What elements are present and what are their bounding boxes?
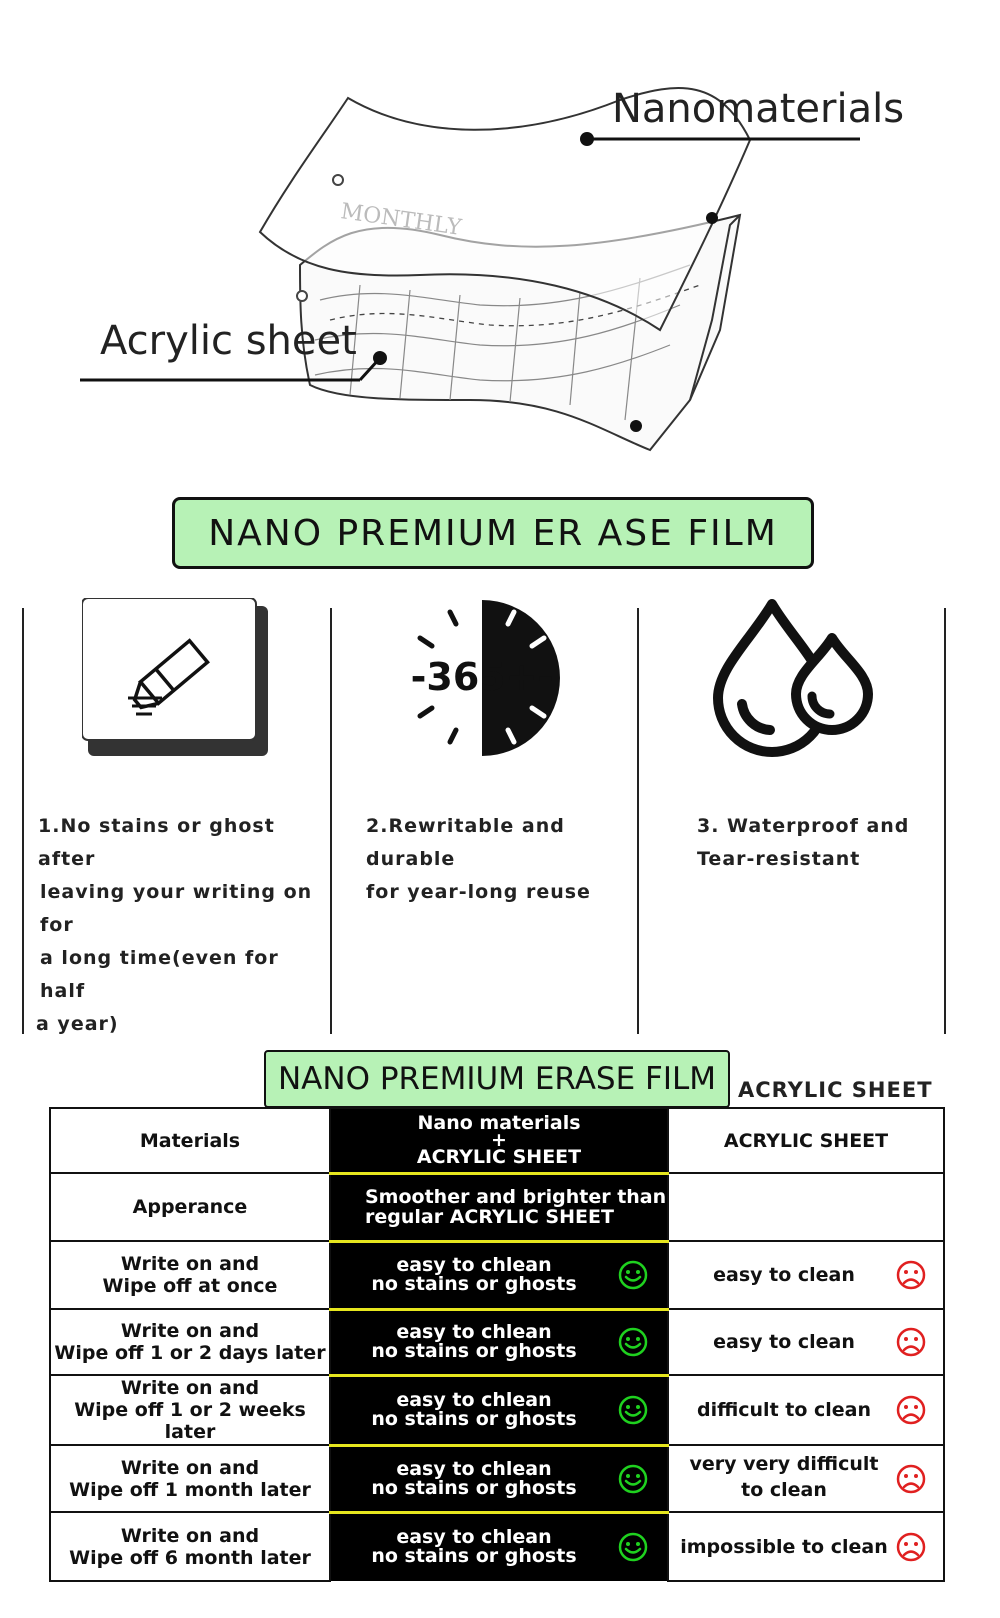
table-row	[50, 1309, 944, 1375]
eraser-icon	[82, 598, 272, 758]
sad-face-icon	[895, 1394, 927, 1426]
table-row	[50, 1108, 944, 1173]
sad-face-icon	[895, 1259, 927, 1291]
header-acrylic: ACRYLIC SHEET	[668, 1108, 944, 1173]
feature-1-text: 1.No stains or ghost after leaving your writing on for a long time(even for half a year)	[36, 815, 313, 1035]
table-row	[50, 1173, 944, 1241]
table-row	[50, 1512, 944, 1581]
row-nano-result: easy to chlean no stains or ghosts	[330, 1309, 668, 1375]
365-days-icon-text: -365+-	[410, 655, 554, 699]
happy-face-icon	[617, 1463, 649, 1495]
table-row	[50, 1241, 944, 1309]
table-row	[50, 1375, 944, 1445]
row-acrylic-result: very very difficult to clean	[668, 1445, 944, 1512]
row-label: Write on and Wipe off 1 or 2 days later	[50, 1309, 330, 1375]
header-materials: Materials	[50, 1108, 330, 1173]
acrylic-sheet-callout: Acrylic sheet	[100, 318, 357, 364]
row-nano-result: easy to chlean no stains or ghosts	[330, 1512, 668, 1581]
appearance-acrylic	[668, 1173, 944, 1241]
divider	[22, 608, 24, 1034]
happy-face-icon	[617, 1531, 649, 1563]
row-acrylic-result: difficult to clean	[668, 1375, 944, 1445]
row-acrylic-result: easy to clean	[668, 1309, 944, 1375]
happy-face-icon	[617, 1394, 649, 1426]
nanomaterials-callout: Nanomaterials	[612, 86, 905, 132]
comparison-table	[49, 1107, 945, 1582]
row-label: Write on and Wipe off 1 or 2 weeks later	[50, 1375, 330, 1445]
banner-title: NANO PREMIUM ER ASE FILM	[208, 512, 778, 554]
row-nano-result: easy to chlean no stains or ghosts	[330, 1241, 668, 1309]
sad-face-icon	[895, 1326, 927, 1358]
row-nano-result: easy to chlean no stains or ghosts	[330, 1375, 668, 1445]
header-nano: Nano materials + ACRYLIC SHEET	[330, 1108, 668, 1173]
acrylic-sheet-label: ACRYLIC SHEET	[738, 1078, 933, 1102]
row-acrylic-result: impossible to clean	[668, 1512, 944, 1581]
divider	[944, 608, 946, 1034]
happy-face-icon	[617, 1326, 649, 1358]
divider	[330, 608, 332, 1034]
365-days-icon	[410, 598, 580, 758]
table-row	[50, 1445, 944, 1512]
film-layers-illustration	[0, 0, 1000, 470]
row-nano-result: easy to chlean no stains or ghosts	[330, 1445, 668, 1512]
row-label: Write on and Wipe off 1 month later	[50, 1445, 330, 1512]
appearance-label: Apperance	[50, 1173, 330, 1241]
calendar-heading: MONTHLY	[339, 199, 463, 241]
product-title-banner	[172, 497, 814, 569]
row-label: Write on and Wipe off at once	[50, 1241, 330, 1309]
row-label: Write on and Wipe off 6 month later	[50, 1512, 330, 1581]
row-acrylic-result: easy to clean	[668, 1241, 944, 1309]
comparison-banner: NANO PREMIUM ERASE FILM	[264, 1050, 730, 1108]
sad-face-icon	[895, 1531, 927, 1563]
water-drops-icon	[712, 598, 882, 768]
happy-face-icon	[617, 1259, 649, 1291]
sad-face-icon	[895, 1463, 927, 1495]
feature-3-text: 3. Waterproof and Tear-resistant	[697, 815, 910, 870]
divider	[637, 608, 639, 1034]
feature-2-text: 2.Rewritable and durable for year-long reuse	[366, 815, 591, 903]
appearance-nano: Smoother and brighter than regular ACRYLIC SHEET	[330, 1173, 668, 1241]
